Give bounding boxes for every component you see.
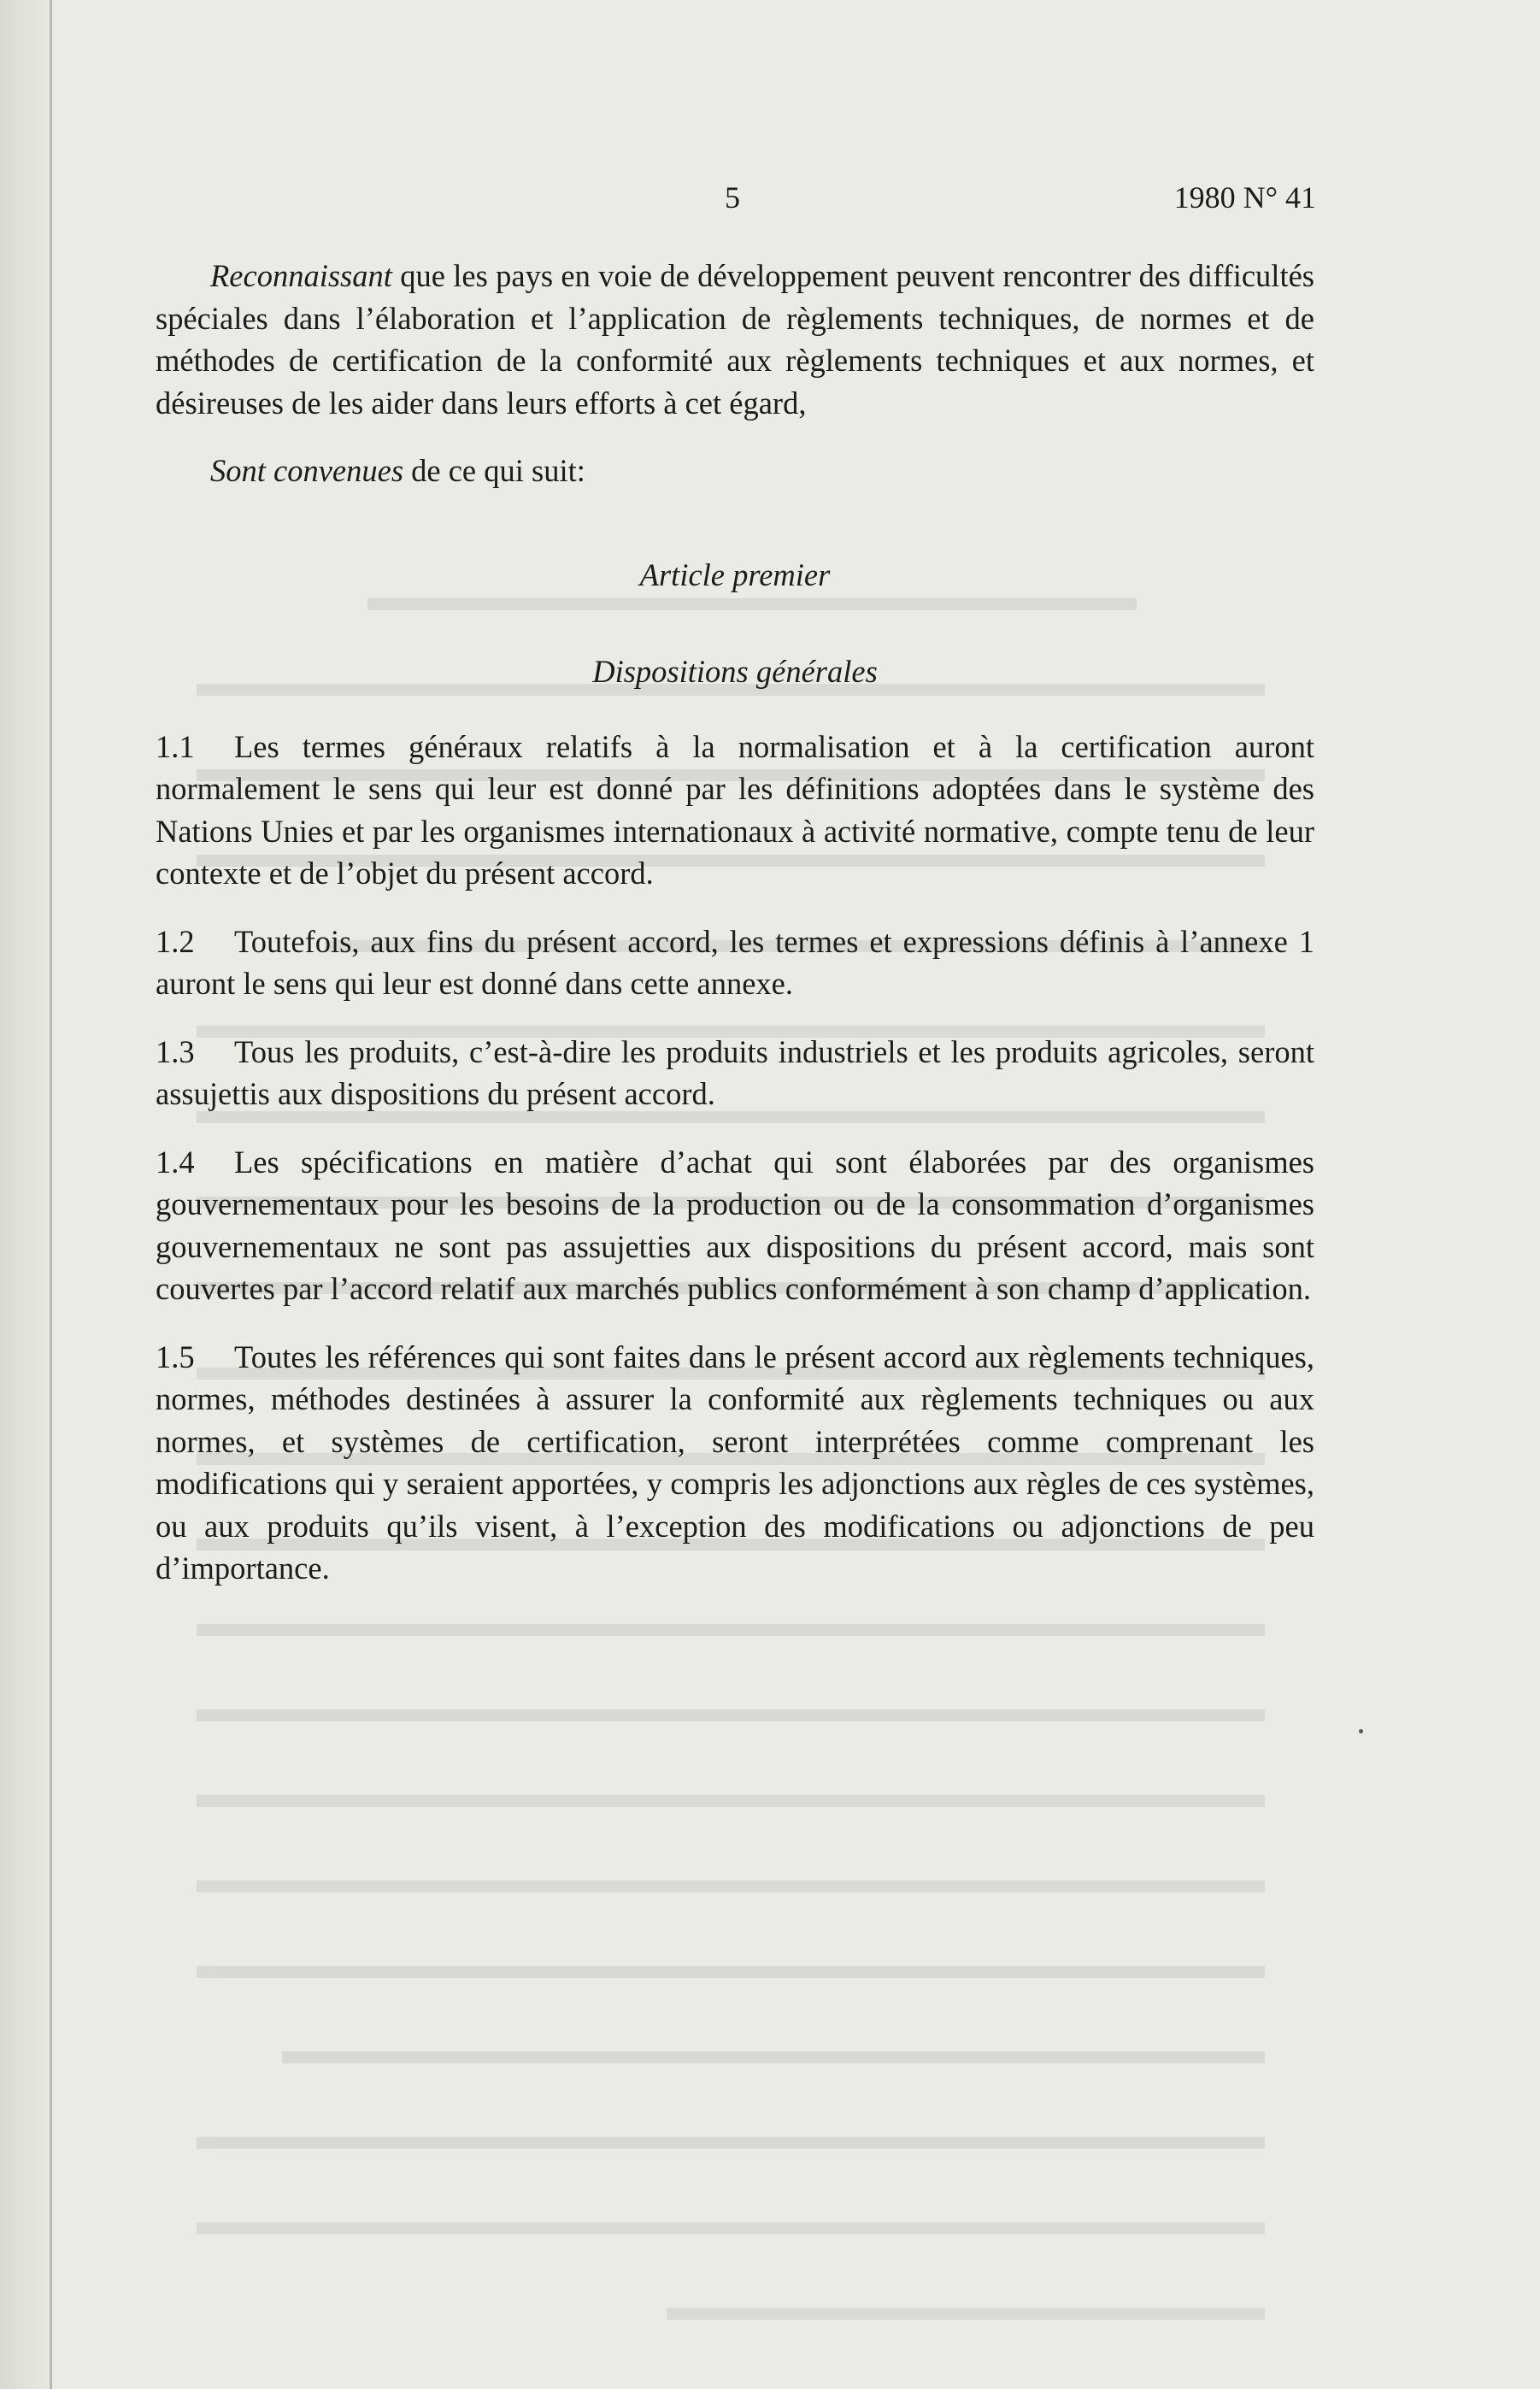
preamble-lead-2: Sont convenues: [210, 453, 404, 488]
preamble-text-1: que les pays en voie de développement peuvent rencontrer des difficultés spéciales dans l’élaboration et l’application de règlements techniques, de normes et de méthodes de certification de la conformité aux règlements techniques et aux normes, et désireuses de les aider dans leurs efforts à cet égard,: [156, 258, 1314, 421]
margin-mark: [1359, 1729, 1363, 1733]
page-number: 5: [725, 180, 740, 215]
paragraph-1-5: [156, 1336, 1314, 1590]
paragraph-number: 1.3: [156, 1033, 195, 1069]
preamble-text-2: de ce qui suit:: [403, 453, 585, 488]
paragraph-1-2: [156, 921, 1314, 1005]
paragraph-number: 1.1: [156, 728, 195, 764]
page-binding-edge: [0, 0, 50, 2389]
paragraph-1-3: [156, 1031, 1314, 1115]
paragraph-text: Toutes les références qui sont faites dans le présent accord aux règlements techniques, normes, méthodes destinées à assurer la conformité aux règlements techniques ou aux normes, et systèmes de certification, seront interprétées comme comprenant les modifications qui y seraient apportées, y compris les adjonctions aux règles de ces systèmes, ou aux produits qu’ils visent, à l’exception des modifications ou adjonctions de peu d’importance.: [156, 1339, 1314, 1586]
paragraph-number: 1.2: [156, 923, 195, 959]
paragraph-1-4: [156, 1141, 1314, 1310]
page-header: [154, 179, 1316, 227]
preamble-paragraph-2: [156, 450, 1314, 492]
preamble-lead-1: Reconnaissant: [210, 258, 392, 293]
page-binding-line: [50, 0, 52, 2389]
document-reference: 1980 N° 41: [1173, 180, 1316, 215]
paragraph-1-1: [156, 726, 1314, 895]
article-title: Article premier: [639, 556, 831, 592]
paragraph-text: Les spécifications en matière d’achat qui sont élaborées par des organismes gouvernementaux pour les besoins de la production ou de la consommation d’organismes gouvernementaux ne sont pas assujetties aux dispositions du présent accord, mais sont couvertes par l’accord relatif aux marchés publics conformément à son champ d’application.: [156, 1144, 1314, 1306]
document-body: [156, 255, 1314, 1615]
paragraph-text: Les termes généraux relatifs à la normalisation et à la certification auront normalement le sens qui leur est donné par les définitions adoptées dans le système des Nations Unies et par les organismes internationaux à activité normative, compte tenu de leur contexte et de l’objet du présent accord.: [156, 728, 1314, 891]
paragraph-number: 1.5: [156, 1339, 195, 1374]
article-subtitle: Dispositions générales: [592, 654, 878, 689]
paragraph-text: Toutefois, aux fins du présent accord, les termes et expressions définis à l’annexe 1 auront le sens qui leur est donné dans cette annexe.: [156, 923, 1314, 1001]
preamble-paragraph-1: [156, 255, 1314, 424]
paragraph-text: Tous les produits, c’est-à-dire les produits industriels et les produits agricoles, seront assujettis aux dispositions du présent accord.: [156, 1033, 1314, 1111]
paragraph-number: 1.4: [156, 1144, 195, 1180]
